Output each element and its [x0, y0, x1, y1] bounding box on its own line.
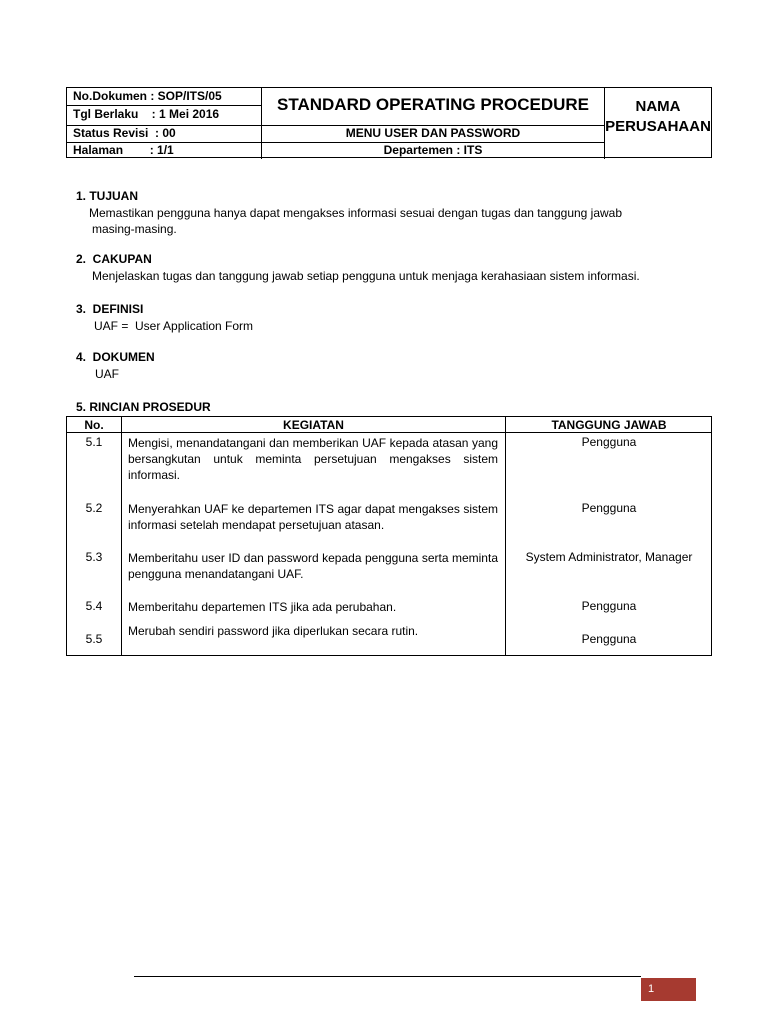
section-2-title: 2. CAKUPAN — [76, 252, 152, 266]
row-number: 5.4 — [85, 599, 103, 613]
section-4-title: 4. DOKUMEN — [76, 350, 155, 364]
col-header-responsible: TANGGUNG JAWAB — [551, 418, 667, 432]
company-name-line1: NAMA — [635, 98, 681, 115]
row-number: 5.3 — [85, 550, 103, 564]
section-1-text-line2: masing-masing. — [92, 222, 177, 236]
department-label: Departemen : ITS — [383, 143, 483, 157]
doc-number: No.Dokumen : SOP/ITS/05 — [73, 89, 222, 103]
row-responsible: Pengguna — [581, 632, 637, 646]
document-header — [66, 87, 712, 158]
revision-status: Status Revisi : 00 — [73, 126, 176, 140]
row-responsible: Pengguna — [581, 435, 637, 449]
section-1-text-line1: Memastikan pengguna hanya dapat mengakses informasi sesuai dengan tugas dan tanggung jawab — [89, 206, 623, 220]
page-number: 1 — [641, 978, 696, 1001]
row-responsible: System Administrator, Manager — [525, 550, 693, 564]
col-header-activity: KEGIATAN — [283, 418, 344, 432]
footer-divider — [134, 976, 641, 977]
row-number: 5.1 — [85, 435, 103, 449]
row-activity: Memberitahu user ID dan password kepada pengguna serta meminta pengguna menandatangani UAF. — [128, 551, 498, 581]
section-3-text: UAF = User Application Form — [94, 319, 254, 333]
row-activity: Menyerahkan UAF ke departemen ITS agar dapat mengakses sistem informasi setelah mendapat persetujuan atasan. — [128, 502, 498, 532]
document-subtitle: MENU USER DAN PASSWORD — [345, 126, 521, 140]
row-activity: Mengisi, menandatangani dan memberikan UAF kepada atasan yang bersangkutan untuk meminta persetujuan mengakses sistem informasi. — [128, 436, 498, 482]
procedure-table — [66, 416, 712, 656]
company-name-line2: PERUSAHAAN — [605, 118, 711, 135]
section-3-title: 3. DEFINISI — [76, 302, 144, 316]
row-activity: Memberitahu departemen ITS jika ada perubahan. — [128, 600, 397, 614]
row-number: 5.2 — [85, 501, 103, 515]
row-number: 5.5 — [85, 632, 103, 646]
document-title: STANDARD OPERATING PROCEDURE — [277, 95, 589, 114]
section-5-title: 5. RINCIAN PROSEDUR — [76, 400, 211, 414]
section-1-title: 1. TUJUAN — [76, 189, 139, 203]
col-header-no: No. — [84, 418, 104, 432]
section-4-text: UAF — [95, 367, 119, 381]
row-activity: Merubah sendiri password jika diperlukan secara rutin. — [128, 624, 419, 638]
section-2-text: Menjelaskan tugas dan tanggung jawab setiap pengguna untuk menjaga kerahasiaan sistem informasi. — [92, 269, 640, 283]
effective-date: Tgl Berlaku : 1 Mei 2016 — [73, 107, 220, 121]
row-responsible: Pengguna — [581, 599, 637, 613]
page-info: Halaman : 1/1 — [73, 143, 174, 157]
row-responsible: Pengguna — [581, 501, 637, 515]
